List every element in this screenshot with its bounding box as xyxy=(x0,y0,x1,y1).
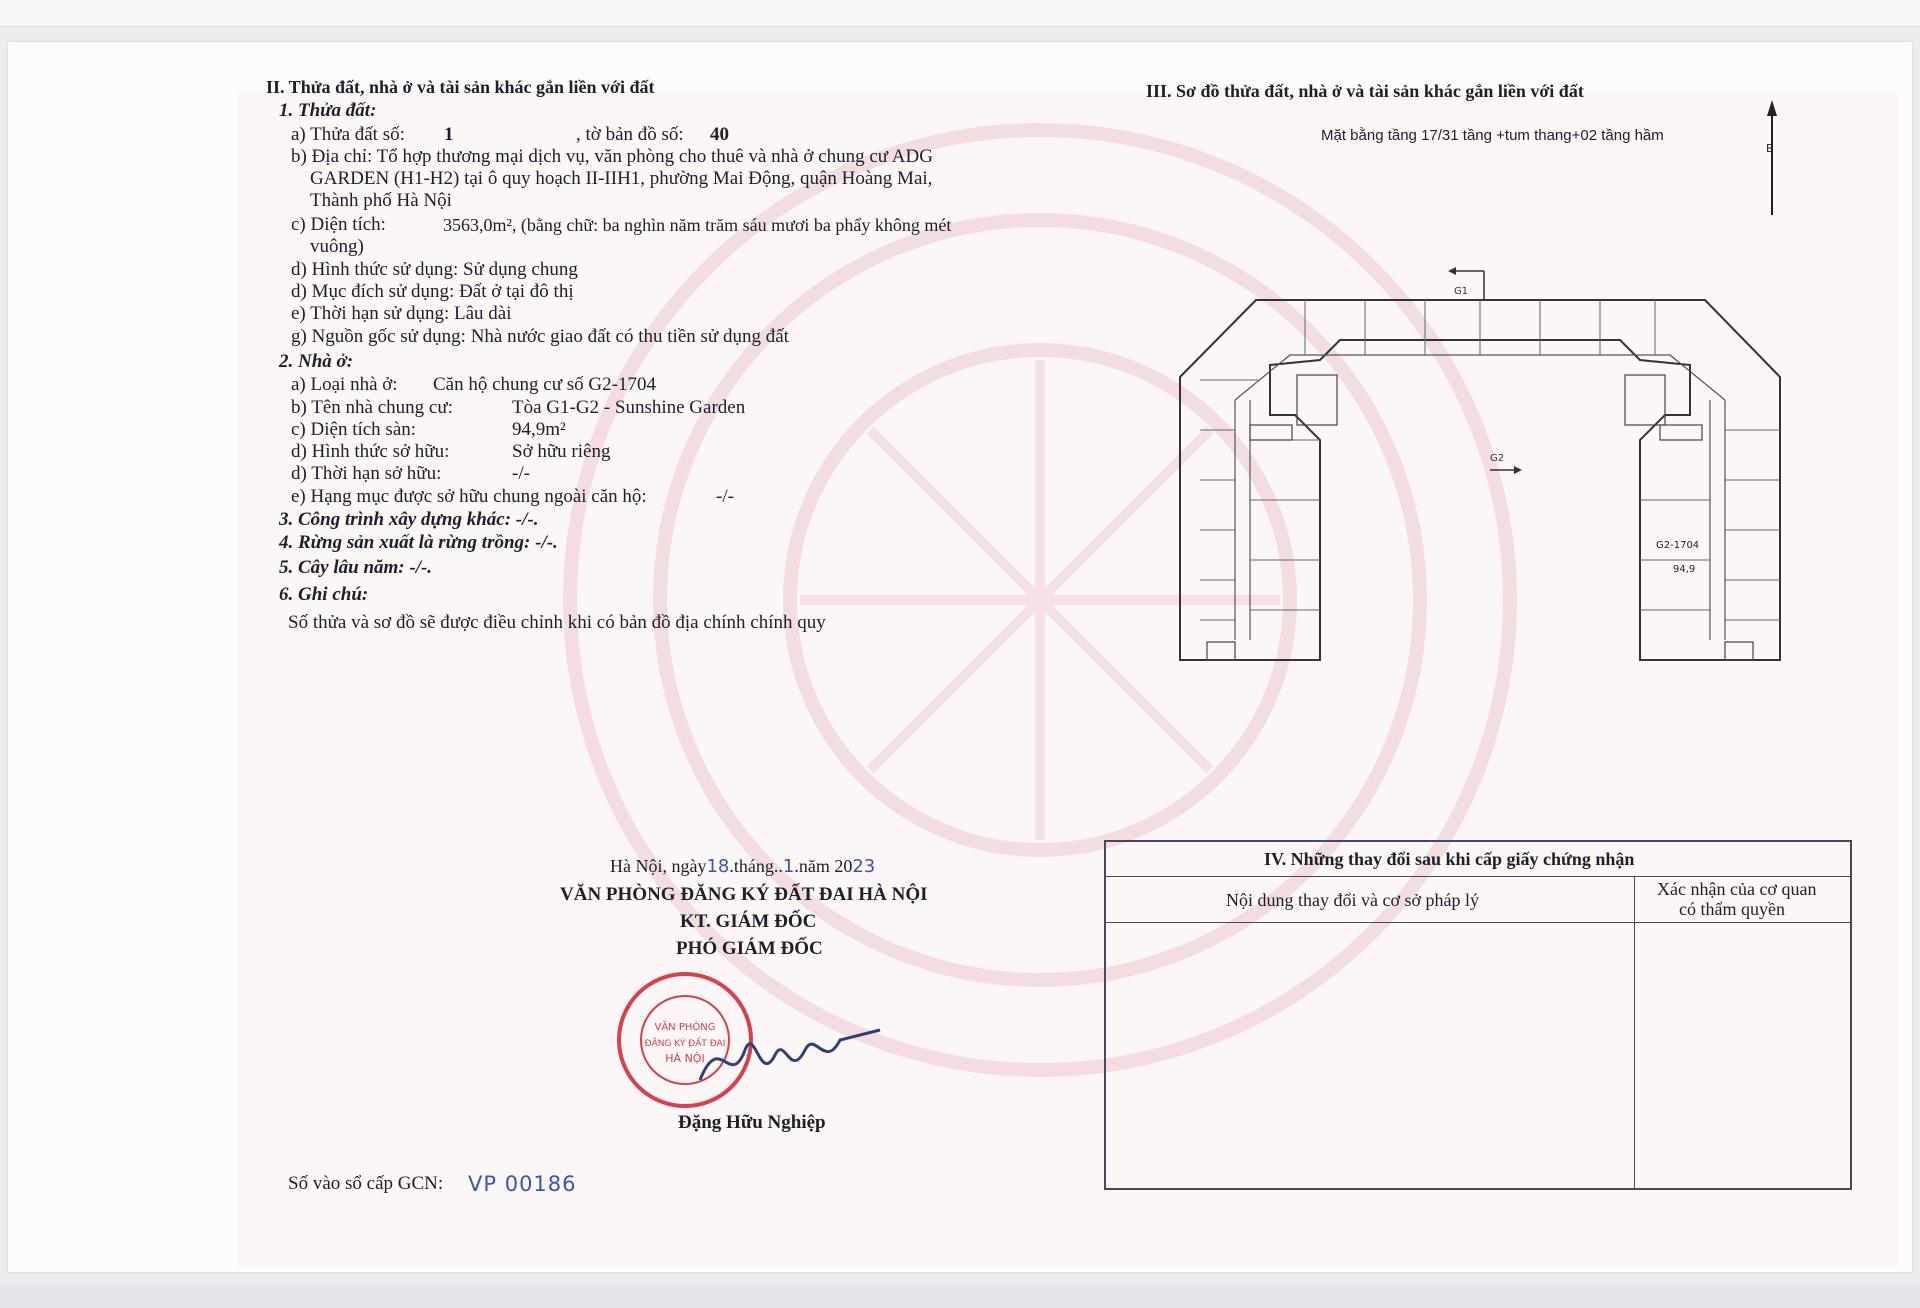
building-name-value: Tòa G1-G2 - Sunshine Garden xyxy=(512,397,746,418)
g2-label: G2 xyxy=(1490,453,1505,464)
unit-area-label: 94,9 xyxy=(1673,564,1696,575)
house-type-label: a) Loại nhà ở: xyxy=(291,374,398,395)
common-items-value: -/- xyxy=(716,486,734,507)
signer-name: Đặng Hữu Nghiệp xyxy=(678,1112,826,1133)
viewer-top-bar xyxy=(0,0,1920,27)
land-heading: 1. Thửa đất: xyxy=(279,100,377,121)
common-items-label: e) Hạng mục được sở hữu chung ngoài căn hộ: xyxy=(291,486,647,507)
house-type-value: Căn hộ chung cư số G2-1704 xyxy=(433,374,656,395)
svg-text:VĂN PHÒNG: VĂN PHÒNG xyxy=(654,1022,716,1033)
item-5: 5. Cây lâu năm: -/-. xyxy=(279,557,433,578)
section-3-title: III. Sơ đồ thửa đất, nhà ở và tài sản khác gắn liền với đất xyxy=(1146,81,1584,101)
changes-col-confirm-1: Xác nhận của cơ quan xyxy=(1657,879,1817,899)
date-month: 1 xyxy=(782,856,795,877)
signer-role-2: PHÓ GIÁM ĐỐC xyxy=(676,938,823,959)
changes-table-divider xyxy=(1634,876,1635,1188)
ownership-form-label: d) Hình thức sở hữu: xyxy=(291,441,450,462)
land-area-cont: vuông) xyxy=(310,236,364,257)
floor-area-label: c) Diện tích sàn: xyxy=(291,419,417,440)
map-sheet-label: , tờ bản đồ số: xyxy=(576,124,684,145)
house-heading: 2. Nhà ở: xyxy=(279,351,354,372)
address-line-1: b) Địa chỉ: Tổ hợp thương mại dịch vụ, văn phòng cho thuê và nhà ở chung cư ADG xyxy=(291,146,933,167)
ownership-term-label: d) Thời hạn sở hữu: xyxy=(291,463,442,484)
address-line-3: Thành phố Hà Nội xyxy=(310,190,452,211)
ownership-term-value: -/- xyxy=(512,463,530,484)
changes-table xyxy=(1104,840,1852,1190)
date-prefix: Hà Nội, ngày xyxy=(610,856,707,876)
floor-plan-diagram xyxy=(1160,95,1810,675)
date-year-suffix: 23 xyxy=(852,856,876,877)
address-line-2: GARDEN (H1-H2) tại ô quy hoạch II-IIH1, phường Mai Động, quận Hoàng Mai, xyxy=(310,168,933,189)
date-year-prefix: năm 20 xyxy=(798,856,853,876)
date-day: 18 xyxy=(706,856,730,877)
svg-text:HÀ NỘI: HÀ NỘI xyxy=(665,1052,705,1065)
land-area-value: 3563,0m², (bằng chữ: ba nghìn năm trăm sáu mươi ba phẩy không mét xyxy=(443,215,952,235)
changes-table-title: IV. Những thay đổi sau khi cấp giấy chứng nhận xyxy=(1264,849,1635,869)
handwritten-signature xyxy=(690,1010,890,1100)
map-sheet-value: 40 xyxy=(710,124,729,145)
ownership-form-value: Sở hữu riêng xyxy=(512,441,611,462)
viewer-bottom-bar xyxy=(0,1285,1920,1308)
north-label: B xyxy=(1766,142,1774,155)
item-4: 4. Rừng sản xuất là rừng trồng: -/-. xyxy=(279,532,558,553)
parcel-number-label: a) Thửa đất số: xyxy=(291,124,405,145)
date-month-prefix: tháng xyxy=(733,856,774,876)
registry-value: VP 00186 xyxy=(468,1172,577,1196)
signing-date: Hà Nội, ngày18.tháng..1.năm 2023 xyxy=(610,856,876,877)
g1-label: G1 xyxy=(1454,286,1469,297)
usage-term: e) Thời hạn sử dụng: Lâu dài xyxy=(291,303,512,324)
issuing-office: VĂN PHÒNG ĐĂNG KÝ ĐẤT ĐAI HÀ NỘI xyxy=(560,884,928,905)
north-arrow-icon xyxy=(1767,100,1777,215)
usage-origin: g) Nguồn gốc sử dụng: Nhà nước giao đất có thu tiền sử dụng đất xyxy=(291,326,789,347)
signer-role-1: KT. GIÁM ĐỐC xyxy=(680,911,817,932)
note-heading: 6. Ghi chú: xyxy=(279,584,369,605)
svg-text:ĐĂNG KÝ ĐẤT ĐAI: ĐĂNG KÝ ĐẤT ĐAI xyxy=(644,1039,726,1049)
plan-caption: Mặt bằng tầng 17/31 tầng +tum thang+02 tầng hầm xyxy=(1321,127,1664,144)
usage-purpose: d) Mục đích sử dụng: Đất ở tại đô thị xyxy=(291,281,574,302)
parcel-number-value: 1 xyxy=(444,124,454,145)
item-3: 3. Công trình xây dựng khác: -/-. xyxy=(279,509,539,530)
land-area-label: c) Diện tích: xyxy=(291,214,386,235)
unit-code-label: G2-1704 xyxy=(1656,540,1700,551)
note-text: Số thửa và sơ đồ sẽ được điều chỉnh khi có bản đồ địa chính chính quy xyxy=(288,612,826,633)
building-name-label: b) Tên nhà chung cư: xyxy=(291,397,453,418)
usage-form: d) Hình thức sử dụng: Sử dụng chung xyxy=(291,259,578,280)
floor-area-value: 94,9m² xyxy=(512,419,566,440)
section-2-title: II. Thửa đất, nhà ở và tài sản khác gắn liền với đất xyxy=(266,77,655,97)
changes-col-confirm-2: có thẩm quyền xyxy=(1679,899,1785,919)
registry-label: Số vào sổ cấp GCN: xyxy=(288,1173,444,1194)
changes-col-content: Nội dung thay đổi và cơ sở pháp lý xyxy=(1226,890,1480,910)
